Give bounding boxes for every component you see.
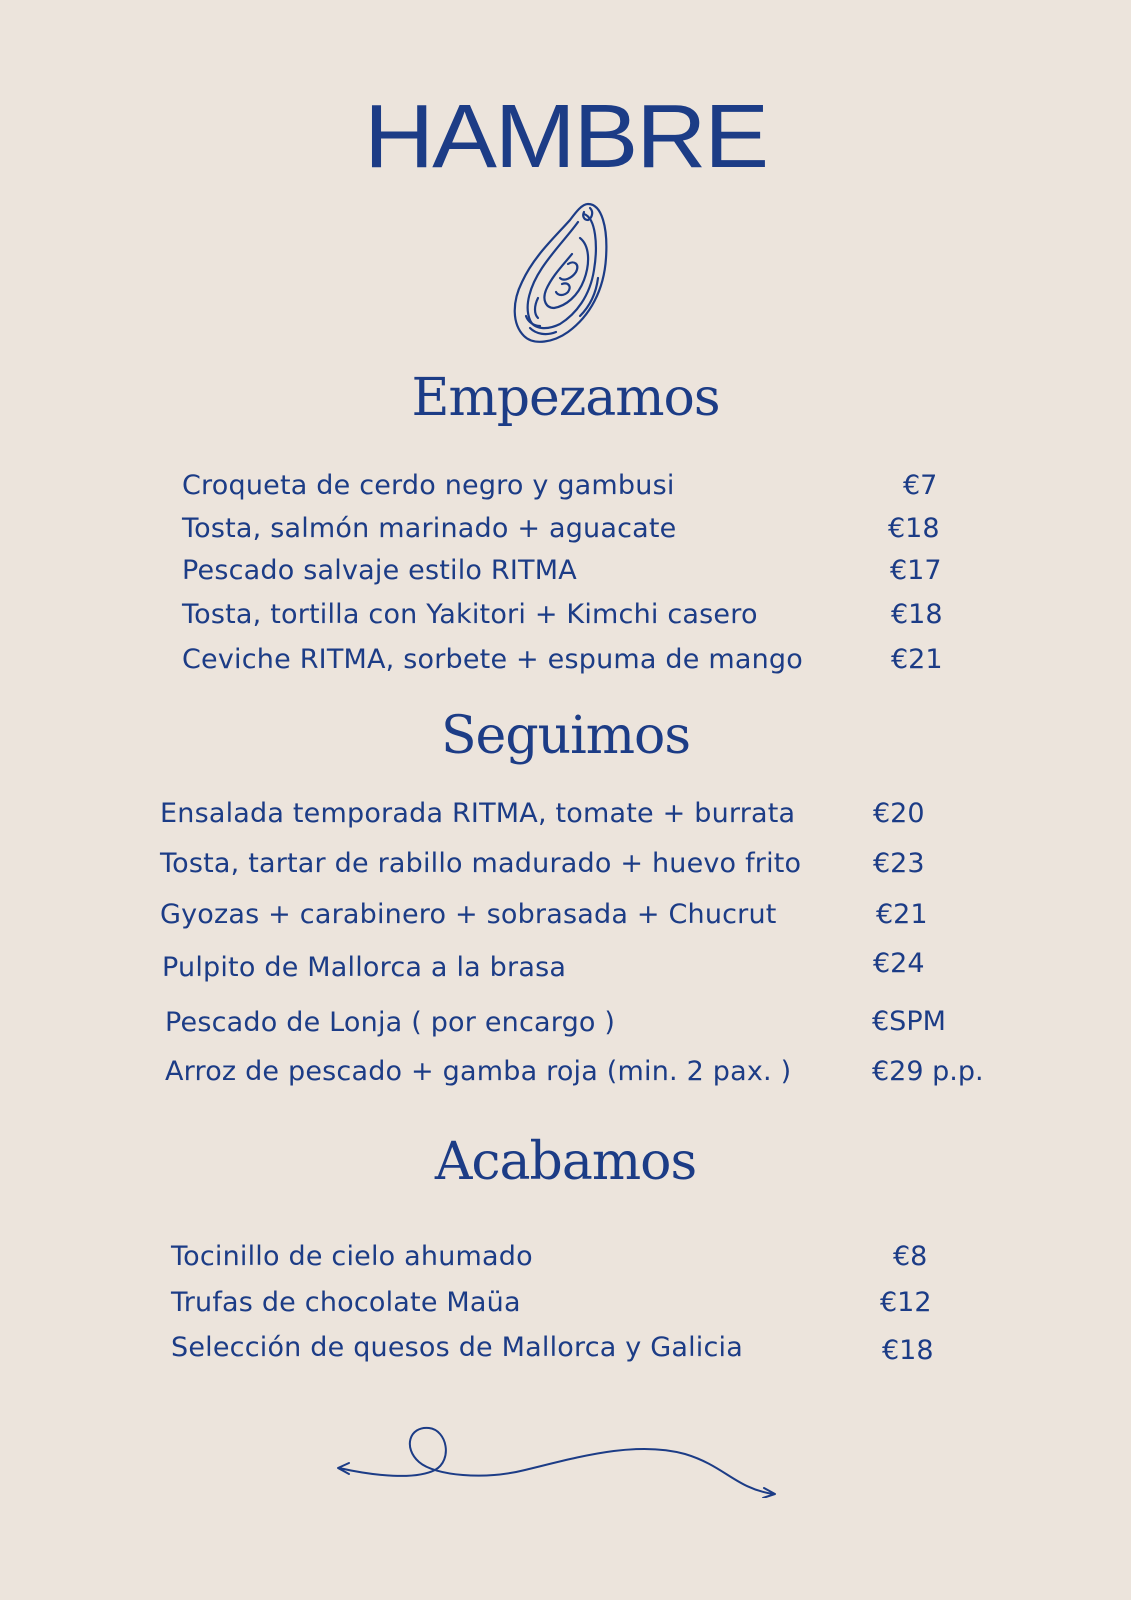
section-title-empezamos: Empezamos bbox=[411, 368, 720, 428]
section-title-seguimos: Seguimos bbox=[440, 706, 691, 766]
menu-item-name: Croqueta de cerdo negro y gambusi bbox=[182, 470, 675, 501]
menu-item-name: Pulpito de Mallorca a la brasa bbox=[162, 952, 567, 983]
menu-item-price: €24 bbox=[873, 948, 925, 979]
menu-item-name: Trufas de chocolate Maüa bbox=[171, 1287, 521, 1318]
menu-title: HAMBRE bbox=[364, 87, 767, 187]
menu-item-name: Tocinillo de cielo ahumado bbox=[171, 1241, 533, 1272]
menu-item-name: Selección de quesos de Mallorca y Galicia bbox=[171, 1332, 743, 1363]
menu-item-name: Arroz de pescado + gamba roja (min. 2 pax. ) bbox=[165, 1056, 792, 1087]
section-title-acabamos: Acabamos bbox=[434, 1132, 697, 1192]
menu-item-price: €12 bbox=[880, 1287, 932, 1318]
menu-item-price: €18 bbox=[888, 513, 940, 544]
menu-item-price: €20 bbox=[873, 798, 925, 829]
menu-item-price: €29 p.p. bbox=[872, 1056, 984, 1087]
menu-item-name: Ceviche RITMA, sorbete + espuma de mango bbox=[182, 644, 803, 675]
menu-item-name: Tosta, tortilla con Yakitori + Kimchi casero bbox=[182, 599, 758, 630]
menu-item-name: Gyozas + carabinero + sobrasada + Chucrut bbox=[160, 899, 777, 930]
menu-item-name: Ensalada temporada RITMA, tomate + burrata bbox=[160, 798, 796, 829]
menu-item-name: Pescado de Lonja ( por encargo ) bbox=[165, 1007, 616, 1038]
menu-item-price: €18 bbox=[891, 599, 943, 630]
menu-item-price: €SPM bbox=[872, 1006, 946, 1037]
menu-item-name: Tosta, salmón marinado + aguacate bbox=[182, 513, 677, 544]
menu-item-name: Pescado salvaje estilo RITMA bbox=[182, 555, 577, 586]
menu-item-name: Tosta, tartar de rabillo madurado + huevo frito bbox=[160, 848, 802, 879]
menu-item-price: €23 bbox=[873, 848, 925, 879]
menu-item-price: €17 bbox=[890, 555, 942, 586]
menu-item-price: €21 bbox=[891, 644, 943, 675]
oyster-icon bbox=[510, 198, 620, 353]
menu-item-price: €18 bbox=[882, 1335, 934, 1366]
swirl-arrow-icon bbox=[335, 1418, 795, 1498]
menu-item-price: €7 bbox=[903, 470, 938, 501]
menu-item-price: €21 bbox=[876, 899, 928, 930]
menu-item-price: €8 bbox=[893, 1241, 928, 1272]
